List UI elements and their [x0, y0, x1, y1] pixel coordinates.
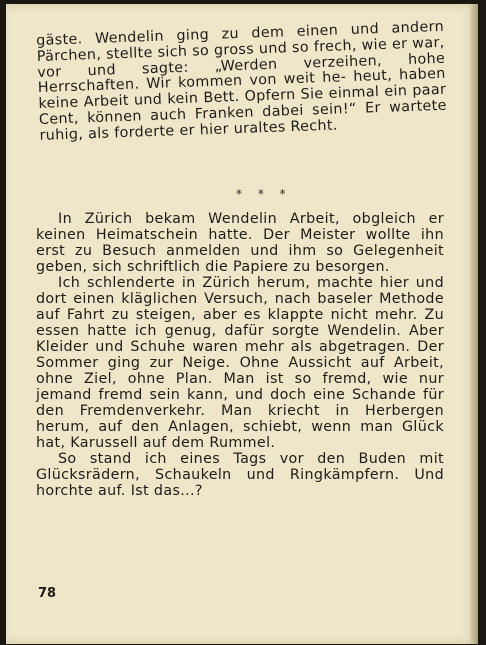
- book-page: [6, 4, 478, 644]
- main-text-block: [36, 211, 444, 499]
- paragraph-3: Ich schlenderte in Zürich herum, machte hier und dort einen kläglichen Versuch, nach baseler Methode auf Fahrt zu steigen, aber es klappte nicht mehr. Zu essen hatte ich genug, dafür sorgte Wendelin. Aber Kleider und Schuhe waren mehr als abgetragen. Der Sommer ging zur Neige. Ohne Aussicht auf Arbeit, ohne Ziel, ohne Plan. Man ist so fremd, wie nur jemand fremd sein kann, und doch eine Schande für den Fremdenverkehr. Man kriecht in Herbergen herum, auf den Anlagen, schiebt, wenn man Glück hat, Karussell auf dem Rummel.: [36, 275, 444, 451]
- section-break: * * *: [236, 187, 292, 201]
- paragraph-1: gäste. Wendelin ging zu dem einen und andern Pärchen, stellte sich so gross und so frech, wie er war, vor und sagte: „Werden verzeihen, hohe Herrschaften. Wir kommen von weit he- heut, haben keine Arbeit und kein Bett. Opfern Sie einmal ein paar Cent, können auch Franken dabei sein!“ Er wartete ruhig, als forderte er hier uraltes Recht.: [35, 18, 448, 144]
- page-number: 78: [38, 586, 57, 601]
- paragraph-4: So stand ich eines Tags vor den Buden mit Glücksrädern, Schaukeln und Ringkämpfern. Und horchte auf. Ist das...?: [36, 451, 444, 499]
- top-text-block: [36, 20, 448, 145]
- page-edge-shadow: [470, 4, 478, 644]
- paragraph-2: In Zürich bekam Wendelin Arbeit, obgleich er keinen Heimatschein hatte. Der Meister wollte ihn erst zu Besuch anmelden und ihm so Gelegenheit geben, sich schriftlich die Papiere zu besorgen.: [36, 211, 444, 275]
